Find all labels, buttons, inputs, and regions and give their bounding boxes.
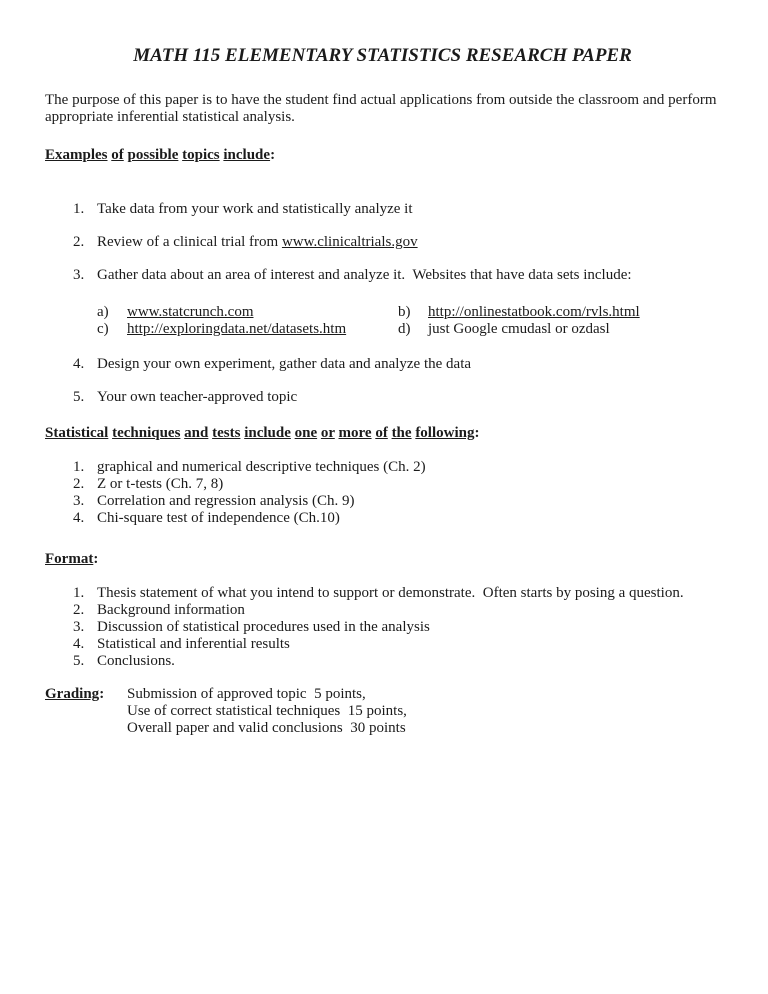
techniques-heading [45,425,720,442]
list-item [45,585,720,602]
item-number: 1. [73,201,85,217]
item-letter: d) [398,321,411,337]
examples-heading [45,147,720,164]
item-number: 2. [73,476,85,492]
format-heading-text: Format [45,551,94,567]
format-heading-colon: : [93,551,99,567]
item-text: Correlation and regression analysis (Ch. 9) [97,493,355,509]
examples-heading-colon: : [270,147,276,163]
list-item [45,510,720,527]
onlinestatbook-link[interactable]: http://onlinestatbook.com/rvls.html [428,304,640,320]
list-item [45,459,720,476]
clinicaltrials-link[interactable]: www.clinicaltrials.gov [281,234,418,250]
item-number: 5. [73,653,85,669]
list-item [45,201,720,218]
techniques-heading-colon: : [474,425,480,441]
item-text: Chi-square test of independence (Ch.10) [97,510,340,526]
grading-line: Use of correct statistical techniques 15 points, [127,703,407,719]
item-number: 3. [73,619,85,635]
examples-heading-text: Examples of possible topics include [45,147,271,163]
item-number: 1. [73,585,85,601]
item-text: Design your own experiment, gather data and analyze the data [97,356,472,372]
list-item [45,619,720,636]
grading-heading [45,686,127,703]
item-number: 2. [73,602,85,618]
list-item [45,493,720,510]
item-text: Background information [97,602,245,618]
list-item [45,267,720,284]
item-number: 3. [73,267,85,283]
item-text: Gather data about an area of interest and analyze it. Websites that have data sets include: [97,267,632,283]
list-item [45,653,720,670]
item-text: Your own teacher-approved topic [97,389,298,405]
techniques-list [45,459,720,527]
format-heading [45,551,720,568]
grading-lines [127,686,720,737]
item-text: just Google cmudasl or ozdasl [428,321,610,337]
item-number: 4. [73,356,85,372]
format-list [45,585,720,670]
list-item [45,476,720,493]
item-text: Statistical and inferential results [97,636,290,652]
item-number: 2. [73,234,85,250]
grading-line: Overall paper and valid conclusions 30 points [127,720,406,736]
item-text: Conclusions. [97,653,175,669]
techniques-heading-text: Statistical techniques and tests include one or more of the following [45,425,475,441]
list-item [45,234,720,251]
item-text: graphical and numerical descriptive techniques (Ch. 2) [97,459,426,475]
item-text: Take data from your work and statistically analyze it [97,201,413,217]
list-item [45,636,720,653]
item-text: Discussion of statistical procedures used in the analysis [97,619,430,635]
item-number: 5. [73,389,85,405]
list-item [45,356,720,373]
item-number: 3. [73,493,85,509]
item-letter: a) [97,304,109,320]
item-text-prefix: Review of a clinical trial from [97,234,282,250]
item-number: 4. [73,636,85,652]
grading-heading-colon: : [99,686,105,702]
examples-list [45,201,720,406]
list-item [45,389,720,406]
item-letter: c) [97,321,109,337]
item-text: Thesis statement of what you intend to support or demonstrate. Often starts by posing a question. [97,585,684,601]
item-number: 1. [73,459,85,475]
grading-heading-text: Grading [45,686,100,702]
grading-line: Submission of approved topic 5 points, [127,686,366,702]
item-number: 4. [73,510,85,526]
item-text: Z or t-tests (Ch. 7, 8) [97,476,224,492]
websites-grid [97,304,720,338]
exploringdata-link[interactable]: http://exploringdata.net/datasets.htm [127,321,347,337]
item-letter: b) [398,304,411,320]
intro-paragraph: The purpose of this paper is to have the student find actual applications from outside the classroom and perform appropriate inferential statistical analysis. [45,92,721,125]
list-item [45,602,720,619]
page-title: MATH 115 ELEMENTARY STATISTICS RESEARCH PAPER [133,45,632,66]
grading-section [45,686,720,737]
item-text [97,234,720,251]
statcrunch-link[interactable]: www.statcrunch.com [127,304,254,320]
